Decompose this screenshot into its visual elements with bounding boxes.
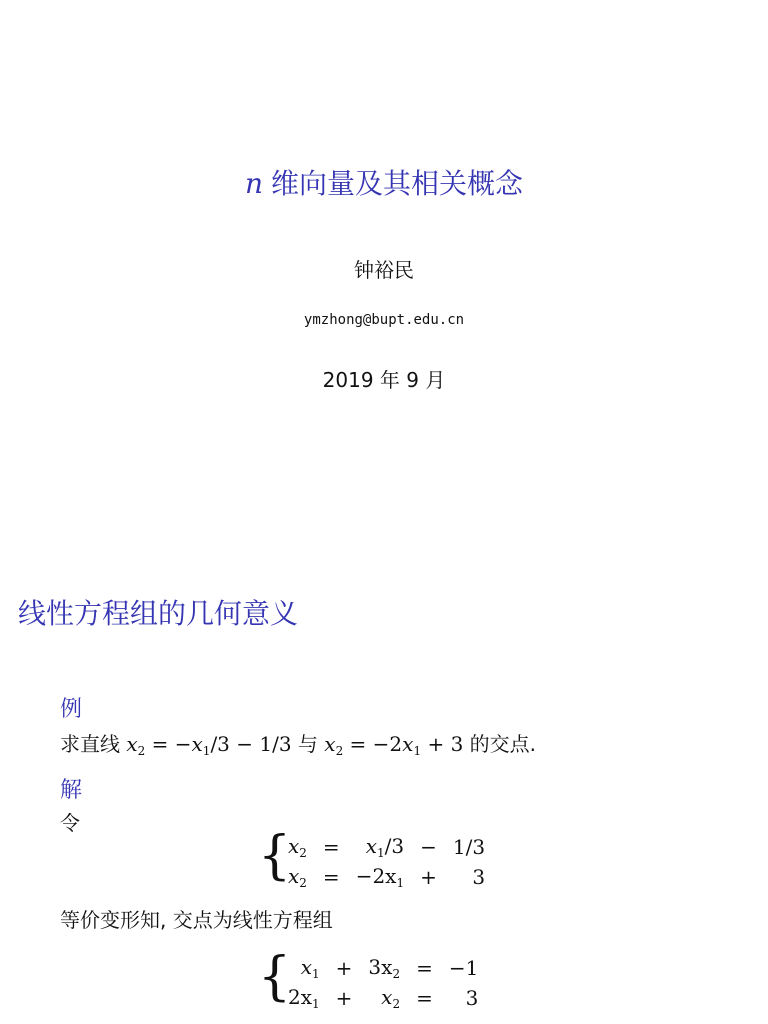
line-equation-1: $x_2 = -x_1/3 - 1/3$ [126,732,292,758]
line-equation-2: $x_2 = -2x_1 + 3$ [324,732,464,758]
author-email: ymzhong@bupt.edu.cn [303,312,465,328]
frame-title: 线性方程组的几何意义 [18,597,299,630]
system-2-row: $x_1$ + $3x_2$ = −1 [300,955,479,981]
system-1-table [280,832,493,892]
brace-icon: { [258,826,292,886]
system-1-row: $x_2$ = $-2x_1$ + 3 [288,864,486,890]
let-text: 令 [60,811,80,835]
title-text: 维向量及其相关概念 [271,167,524,200]
brace-icon: { [258,947,292,1007]
example-label: 例 [60,697,83,722]
example-mid: 与 [297,732,318,756]
system-1-row: $x_2$ = $x_1/3$ − 1/3 [288,834,486,860]
system-2-row: $2x_1$ + $x_2$ = 3 [288,985,479,1011]
system-2-table [280,953,486,1013]
content-slide [0,540,768,1024]
example-suffix: 的交点. [469,732,537,756]
equivalence-text: 等价变形知, 交点为线性方程组 [60,908,333,932]
presentation-date: 2019 年 9 月 [322,368,446,392]
author-name: 钟裕民 [354,258,414,282]
example-statement [60,728,536,758]
presentation-title [0,162,768,202]
title-variable-n: n [244,167,264,200]
solution-label: 解 [60,778,83,803]
example-prefix: 求直线 [60,732,120,756]
